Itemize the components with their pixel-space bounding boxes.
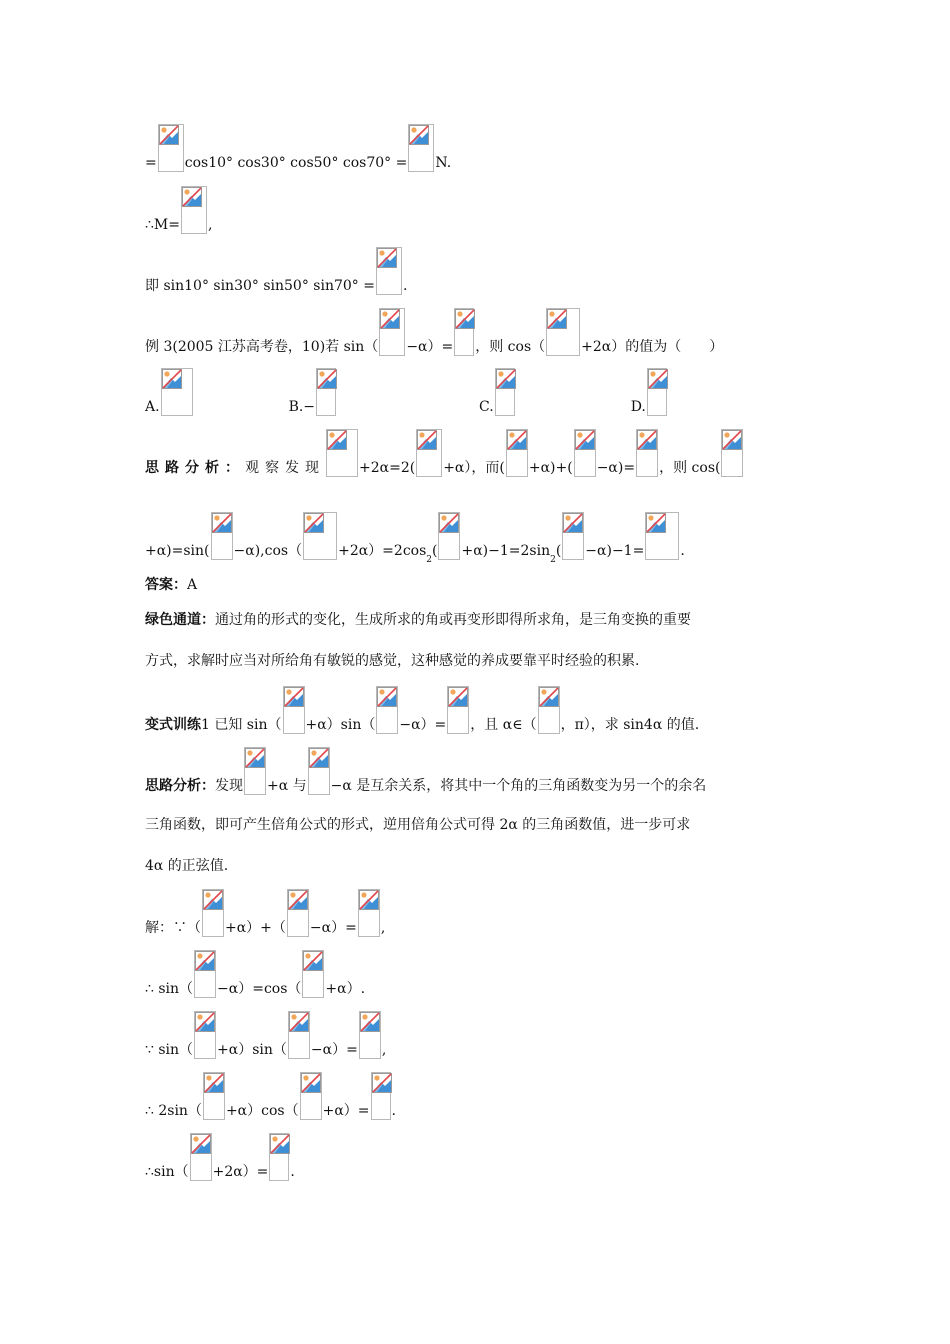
broken-image-glyph [270, 1134, 290, 1154]
broken-image-glyph [195, 1012, 215, 1032]
text: −α),cos（ [233, 543, 303, 559]
broken-image-icon [194, 1011, 216, 1059]
section-label: 思路分析： [145, 778, 215, 794]
broken-image-icon [158, 124, 184, 172]
line-6 [145, 429, 744, 477]
line-16 [145, 950, 365, 998]
broken-image-glyph [359, 890, 379, 910]
answer-text: A [187, 577, 198, 593]
broken-image-glyph [301, 1073, 321, 1093]
broken-image-glyph [722, 430, 742, 450]
text: , [381, 1042, 387, 1058]
line-9 [145, 611, 691, 629]
broken-image-icon [194, 950, 216, 998]
broken-image-glyph [288, 890, 308, 910]
broken-image-glyph [448, 687, 468, 707]
text: +2α）= [212, 1164, 269, 1180]
broken-image-glyph [380, 309, 400, 329]
broken-image-icon [203, 1072, 225, 1120]
broken-image-icon [181, 186, 207, 234]
broken-image-icon [300, 1072, 322, 1120]
text: 4α 的正弦值. [145, 858, 229, 874]
text: −α)= [596, 460, 636, 476]
broken-image-icon [447, 686, 469, 734]
text: 即 sin10° sin30° sin50° sin70° = [145, 278, 375, 294]
broken-image-icon [376, 686, 398, 734]
broken-image-glyph [317, 369, 337, 389]
broken-image-icon [202, 889, 224, 937]
broken-image-icon [316, 368, 336, 416]
broken-image-glyph [496, 369, 516, 389]
text: = [145, 155, 157, 171]
line-11 [145, 686, 699, 734]
text: −α）= [406, 339, 454, 355]
text: ∵ sin（ [145, 1042, 194, 1058]
line-4 [145, 308, 723, 356]
broken-image-icon [376, 247, 402, 295]
broken-image-icon [283, 686, 305, 734]
text: +2α）=2cos [338, 543, 427, 559]
broken-image-glyph [182, 187, 202, 207]
broken-image-glyph [162, 369, 182, 389]
broken-image-icon [269, 1133, 289, 1181]
text: +2α）的值为（ ） [581, 339, 724, 355]
broken-image-glyph [417, 430, 437, 450]
text: . [680, 543, 685, 559]
broken-image-icon [288, 1011, 310, 1059]
broken-image-icon [358, 889, 380, 937]
text: ，π），求 sin4α 的值. [560, 717, 700, 733]
text: cos10° cos30° cos50° cos70° = [184, 155, 408, 171]
broken-image-icon [538, 686, 560, 734]
text: N. [435, 155, 452, 171]
text: −α 是互余关系，将其中一个角的三角函数变为另一个的余名 [330, 778, 707, 794]
text: +α）. [325, 981, 366, 997]
broken-image-icon [562, 512, 584, 560]
broken-image-glyph [575, 430, 595, 450]
broken-image-icon [636, 429, 658, 477]
text: −α）= [310, 1042, 358, 1058]
broken-image-glyph [648, 369, 668, 389]
broken-image-glyph [303, 951, 323, 971]
line-14 [145, 857, 228, 875]
broken-image-icon [546, 308, 580, 356]
line-10 [145, 652, 639, 670]
broken-image-icon [574, 429, 596, 477]
text: . [391, 1103, 396, 1119]
text: . [290, 1164, 295, 1180]
broken-image-glyph [284, 687, 304, 707]
broken-image-glyph [360, 1012, 380, 1032]
broken-image-icon [647, 368, 667, 416]
text: +α）+（ [225, 920, 286, 936]
text: +α)+( [528, 460, 573, 476]
broken-image-glyph [455, 309, 475, 329]
line-3 [145, 247, 407, 295]
broken-image-icon [438, 512, 460, 560]
line-7: +α)=sin( −α),cos（ +2α）=2cos 2 ( +α)−1=2sin 2 ( −α)−1= . [145, 512, 685, 560]
broken-image-icon [326, 429, 358, 477]
broken-image-icon [721, 429, 743, 477]
broken-image-glyph [195, 951, 215, 971]
section-label: 思路分析： [145, 460, 245, 476]
text: +α)−1=2sin [461, 543, 551, 559]
text: 观察发现 [245, 460, 325, 476]
text: ( [432, 543, 438, 559]
broken-image-glyph [212, 513, 232, 533]
text: +α）sin（ [305, 717, 376, 733]
broken-image-icon [244, 747, 266, 795]
option-d-label: D. [630, 399, 646, 415]
text: ∴M= [145, 217, 180, 233]
line-1 [145, 124, 451, 172]
text: . [402, 278, 408, 294]
broken-image-glyph [409, 125, 429, 145]
text: 解：∵（ [145, 920, 201, 936]
text: +2α=2( [359, 460, 416, 476]
broken-image-glyph [159, 125, 179, 145]
broken-image-icon [302, 950, 324, 998]
broken-image-icon [506, 429, 528, 477]
option-a-label: A. [145, 399, 160, 415]
broken-image-glyph [203, 890, 223, 910]
text: +α 与 [267, 778, 307, 794]
text: ( [555, 543, 562, 559]
text: 发现 [215, 778, 243, 794]
broken-image-glyph [563, 513, 583, 533]
broken-image-icon [287, 889, 309, 937]
text: ∴sin（ [145, 1164, 189, 1180]
broken-image-icon [161, 368, 193, 416]
broken-image-icon [211, 512, 233, 560]
broken-image-glyph [245, 748, 265, 768]
text: −α）= [399, 717, 447, 733]
line-13 [145, 816, 690, 834]
broken-image-glyph [439, 513, 459, 533]
text: +α）= [322, 1103, 370, 1119]
broken-image-glyph [309, 748, 329, 768]
broken-image-icon [645, 512, 679, 560]
text: 例 3(2005 江苏高考卷，10)若 sin（ [145, 339, 379, 355]
line-19 [145, 1133, 295, 1181]
broken-image-glyph [304, 513, 324, 533]
text: ，且 α∈（ [470, 717, 537, 733]
text: −α）=cos（ [217, 981, 302, 997]
text: +α）cos（ [225, 1103, 299, 1119]
text: 方式，求解时应当对所给角有敏锐的感觉，这种感觉的养成要靠平时经验的积累. [145, 653, 640, 669]
broken-image-glyph [646, 513, 666, 533]
broken-image-glyph [637, 430, 657, 450]
broken-image-icon [308, 747, 330, 795]
broken-image-glyph [204, 1073, 224, 1093]
broken-image-glyph [372, 1073, 392, 1093]
text: +α)=sin( [145, 543, 210, 559]
broken-image-icon [495, 368, 515, 416]
broken-image-icon [371, 1072, 391, 1120]
broken-image-icon [379, 308, 405, 356]
text: −α）= [309, 920, 357, 936]
broken-image-glyph [547, 309, 567, 329]
section-label: 答案： [145, 577, 187, 593]
broken-image-icon [359, 1011, 381, 1059]
option-b-label: B.− [288, 399, 316, 415]
broken-image-glyph [289, 1012, 309, 1032]
broken-image-glyph [507, 430, 527, 450]
section-label: 绿色通道： [145, 612, 215, 628]
line-18 [145, 1072, 396, 1120]
line-2 [145, 186, 212, 234]
line-17 [145, 1011, 386, 1059]
broken-image-icon [190, 1133, 212, 1181]
line-12 [145, 747, 706, 795]
broken-image-glyph [377, 248, 397, 268]
text: , [207, 217, 213, 233]
line-15 [145, 889, 385, 937]
text: +α），而( [443, 460, 505, 476]
text: −α)−1= [585, 543, 645, 559]
line-8-answer [145, 576, 197, 594]
text: 1 已知 sin（ [201, 717, 282, 733]
text: +α）sin（ [217, 1042, 287, 1058]
text: ∴ 2sin（ [145, 1103, 202, 1119]
broken-image-icon [416, 429, 442, 477]
broken-image-glyph [377, 687, 397, 707]
broken-image-glyph [191, 1134, 211, 1154]
text: ∴ sin（ [145, 981, 194, 997]
broken-image-icon [408, 124, 434, 172]
broken-image-glyph [539, 687, 559, 707]
broken-image-icon [303, 512, 337, 560]
text: ，则 cos( [659, 460, 721, 476]
option-c-label: C. [479, 399, 494, 415]
broken-image-icon [454, 308, 474, 356]
text: 三角函数，即可产生倍角公式的形式，逆用倍角公式可得 2α 的三角函数值，进一步可求 [145, 817, 691, 833]
section-label: 变式训练 [145, 717, 201, 733]
text: 通过角的形式的变化，生成所求的角或再变形即得所求角，是三角变换的重要 [215, 612, 691, 628]
broken-image-glyph [327, 430, 347, 450]
text: ，则 cos（ [475, 339, 546, 355]
line-5-options [145, 368, 825, 416]
text: , [380, 920, 386, 936]
